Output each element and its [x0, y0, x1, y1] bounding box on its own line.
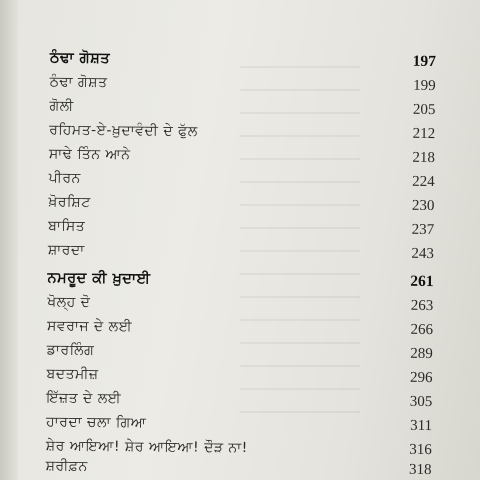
entry-page-number: 316 [409, 441, 432, 458]
entry-page-number: 296 [409, 369, 433, 386]
entry-page-number: 224 [412, 173, 435, 190]
entry-title: ਗੋਲੀ [49, 97, 74, 115]
entry-page-number: 212 [412, 125, 436, 142]
toc-entry [48, 238, 434, 266]
entry-page-number: 266 [410, 321, 434, 338]
section-page-number: 261 [410, 272, 434, 291]
toc-entry [45, 454, 431, 480]
entry-title: ਸ਼ੇਰ ਆਇਆ! ਸ਼ੇਰ ਆਇਆ! ਦੌੜ ਨਾ! [45, 437, 248, 457]
entry-title: ਠੰਢਾ ਗੋਸ਼ਤ [49, 73, 108, 91]
entry-title: ਇੱਜ਼ਤ ਦੇ ਲਈ [46, 389, 122, 407]
entry-title: ਸ਼ਰੀਫ਼ਨ [45, 457, 88, 475]
entry-page-number: 205 [412, 101, 436, 118]
entry-title: ਸਵਰਾਜ ਦੇ ਲਈ [47, 317, 133, 335]
section-title: ਠੰਢਾ ਗੋਸ਼ਤ [49, 49, 111, 67]
entry-page-number: 237 [411, 221, 435, 238]
section-page-number: 197 [412, 52, 436, 71]
entry-page-number: 243 [411, 245, 434, 262]
entry-title: ਖ਼ੋਰਸ਼ਿਟ [48, 193, 91, 211]
entry-page-number: 218 [412, 149, 435, 166]
entry-title: ਰਹਿਮਤ-ਏ-ਖ਼ੁਦਾਵੰਦੀ ਦੇ ਫੁੱਲ [49, 121, 198, 140]
entry-page-number: 289 [410, 345, 433, 362]
entry-title: ਬਦਤਮੀਜ਼ [46, 365, 99, 383]
entry-page-number: 199 [413, 77, 436, 94]
entry-title: ਪੀਰਨ [48, 169, 81, 187]
entry-title: ਬਾਸਿਤ [48, 217, 86, 235]
entry-page-number: 311 [410, 417, 433, 434]
entry-title: ਸ਼ਾਰਦਾ [47, 241, 85, 259]
entry-title: ਖੋਲ੍ਹ ਦੋ [47, 293, 91, 311]
entry-title: ਹਾਰਦਾ ਚਲਾ ਗਿਆ [45, 413, 147, 432]
entry-title: ਸਾਢੇ ਤਿੰਨ ਆਨੇ [48, 145, 131, 163]
entry-title: ਡਾਰਲਿੰਗ [46, 341, 95, 359]
entry-page-number: 318 [409, 461, 432, 478]
section-title: ਨਮਰੂਦ ਕੀ ਖ਼ੁਦਾਈ [47, 269, 151, 288]
entry-page-number: 305 [409, 393, 433, 410]
entry-page-number: 230 [411, 197, 435, 214]
entry-page-number: 263 [410, 297, 434, 314]
